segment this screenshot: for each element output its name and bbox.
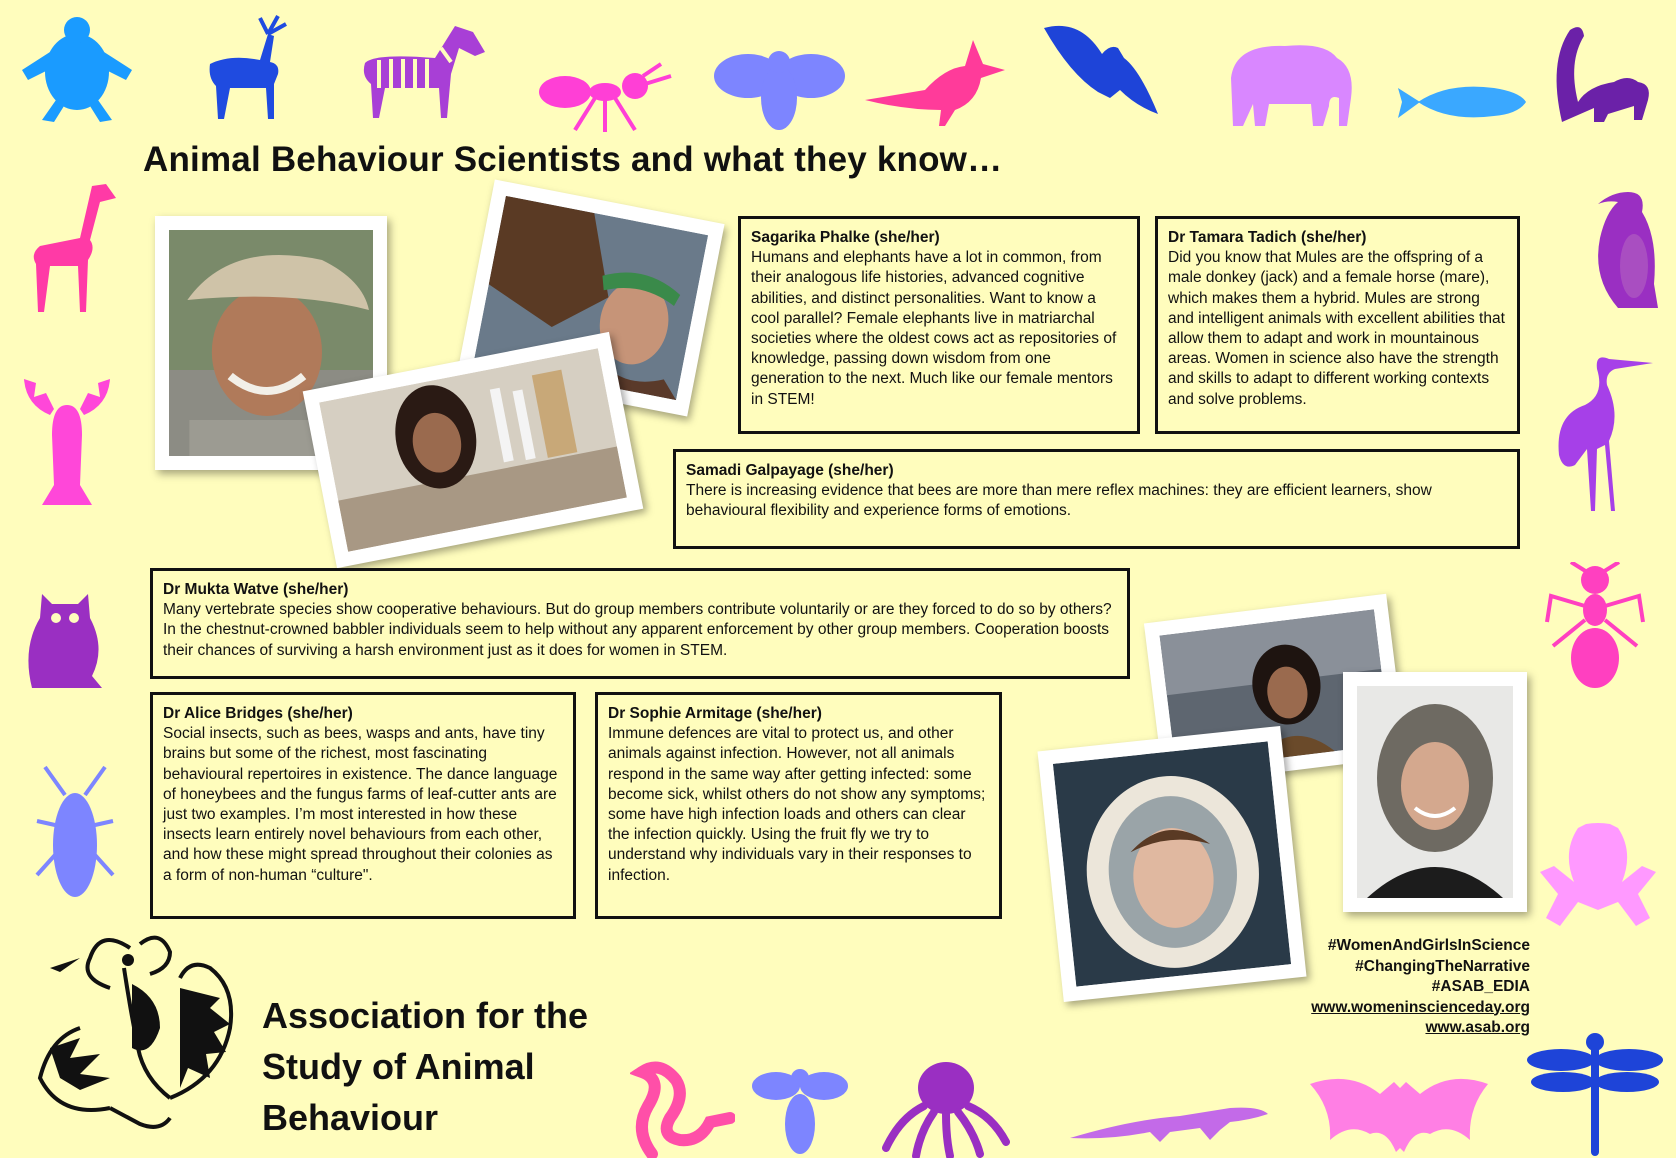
ant-vertical-icon	[1545, 562, 1645, 692]
ant-icon	[535, 62, 675, 134]
hashtag: #WomenAndGirlsInScience	[1327, 937, 1530, 954]
card-name: Sagarika Phalke (she/her)	[751, 229, 940, 246]
hoopoe-bird-logo-icon	[20, 928, 248, 1138]
card-samadi-galpayage	[673, 449, 1520, 549]
card-name: Dr Sophie Armitage (she/her)	[608, 705, 822, 722]
elephant-icon	[1225, 38, 1360, 130]
card-mukta-watve	[150, 568, 1130, 679]
card-tamara-tadich	[1155, 216, 1520, 434]
card-name: Samadi Galpayage (she/her)	[686, 462, 894, 479]
cockroach-icon	[35, 765, 115, 910]
wasp-icon	[750, 1060, 850, 1158]
org-name-line: Association for the	[262, 995, 589, 1036]
card-name: Dr Alice Bridges (she/her)	[163, 705, 353, 722]
hashtag: #ASAB_EDIA	[1431, 978, 1530, 995]
card-text: Many vertebrate species show cooperative behaviours. But do group members contribute voluntarily or are they forced to do so by others? In the chestnut-crowned babbler individuals seem to help without any apparent enforcement by other group members. Cooperation boosts their chances of surviving a harsh environment just as it does for women in STEM.	[163, 601, 1112, 659]
card-text: Did you know that Mules are the offspring of a male donkey (jack) and a female horse (mare), which makes them a hybrid. Mules are strong and intelligent animals with excellent abilities that allow them to adapt and work in mountainous areas. Women in science also have the strength and skills to adapt to different working contexts and solve problems.	[1168, 249, 1505, 408]
card-name: Dr Mukta Watve (she/her)	[163, 581, 349, 598]
link-womeninscienceday[interactable]: www.womeninscienceday.org	[1311, 998, 1530, 1016]
giraffe-icon	[20, 180, 120, 315]
org-name-line: Study of Animal	[262, 1046, 535, 1087]
org-name	[262, 990, 588, 1143]
hashtag: #ChangingTheNarrative	[1355, 957, 1530, 975]
lobster-icon	[20, 375, 115, 510]
deer-icon	[190, 14, 295, 126]
zebra-icon	[355, 18, 495, 128]
card-text: Humans and elephants have a lot in common, from their analogous life histories, advanced cognitive abilities, and distinct personalities. Want to know a cool parallel? Female elephants live in matriarchal societies where the oldest cows act as repositories of knowledge, passing down wisdom from one generation to the next. Much like our female mentors in STEM!	[751, 249, 1117, 408]
octopus-icon	[880, 1058, 1010, 1158]
card-text: There is increasing evidence that bees are more than mere reflex machines: they are efficient learners, show behavioural flexibility and experience forms of emotions.	[686, 482, 1432, 520]
heron-icon	[1545, 345, 1655, 515]
card-text: Immune defences are vital to protect us, and other animals against infection. However, not all animals respond in the same way after getting infected: some become sick, whilst others do not show any symptoms; some have high infection loads and others can clear the infection quickly. Using the fruit fly we try to understand why individuals vary in their responses to infection.	[608, 725, 986, 884]
dragonfly-icon	[1525, 1030, 1665, 1158]
bee-icon	[712, 40, 847, 140]
eagle-icon	[1040, 14, 1160, 119]
page-title: Animal Behaviour Scientists and what they know…	[143, 140, 1003, 179]
card-text: Social insects, such as bees, wasps and ants, have tiny brains but some of the richest, most fascinating behavioural repertoires in existence. The dance language of honeybees and the fungus farms of leaf-cutter ants are just two examples. I’m most interested in how these insects learn entirely novel behaviours from each other, and how these might spread throughout their colonies as a form of non-human “culture".	[163, 725, 558, 884]
penguin-icon	[1588, 188, 1663, 313]
frog-icon	[1538, 822, 1658, 934]
fish-icon	[1398, 78, 1528, 126]
turtle-icon	[20, 12, 135, 127]
owl-icon	[22, 588, 107, 693]
link-asab[interactable]: www.asab.org	[1425, 1019, 1530, 1036]
org-name-line: Behaviour	[262, 1097, 439, 1138]
hashtags-block	[1311, 936, 1530, 1039]
photo-alice-bridges	[1037, 726, 1306, 1002]
photo-sophie-armitage	[1343, 672, 1527, 912]
lemur-icon	[1548, 22, 1658, 132]
card-sagarika-phalke	[738, 216, 1140, 434]
cardinal-icon	[865, 38, 1010, 128]
card-sophie-armitage	[595, 692, 1002, 919]
card-name: Dr Tamara Tadich (she/her)	[1168, 229, 1367, 246]
card-alice-bridges	[150, 692, 576, 919]
crocodile-icon	[1070, 1100, 1270, 1145]
snake-icon	[630, 1060, 735, 1158]
bat-icon	[1310, 1068, 1490, 1156]
